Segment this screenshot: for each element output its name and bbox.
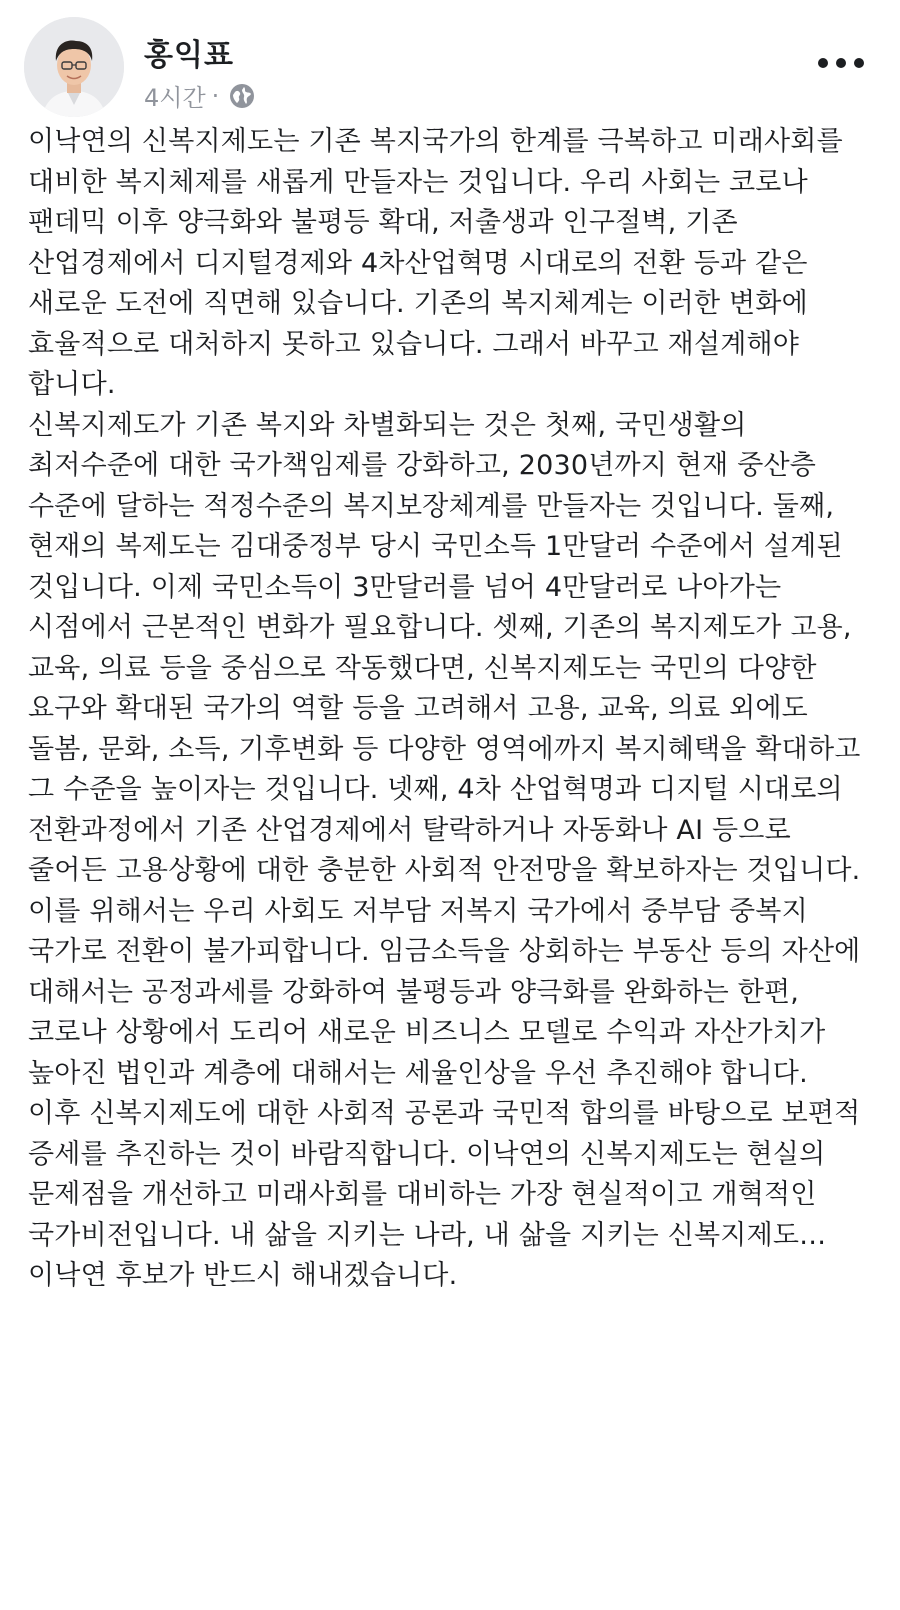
post-paragraph: 이낙연의 신복지제도는 기존 복지국가의 한계를 극복하고 미래사회를 대비한 복지체제를 새롭게 만들자는 것입니다. 우리 사회는 코로나 팬데믹 이후 양극화와 불평등 확대, 저출생과 인구절벽, 기존 산업경제에서 디지털경제와 4차산업혁명 시대로의 전환 등과 같은 새로운 도전에 직면해 있습니다. 기존의 복지체계는 이러한 변화에 효율적으로 대처하지 못하고 있습니다. 그래서 바꾸고 재설계해야 합니다.	[28, 126, 843, 400]
meta-separator: ·	[211, 81, 220, 110]
avatar[interactable]	[24, 17, 124, 117]
post-body	[28, 122, 864, 1297]
more-dot	[836, 58, 846, 68]
post-header	[0, 0, 900, 140]
post-time[interactable]: 4시간	[144, 84, 206, 112]
profile-photo	[24, 17, 124, 117]
post-paragraph: 신복지제도가 기존 복지와 차별화되는 것은 첫째, 국민생활의 최저수준에 대한 국가책임제를 강화하고, 2030년까지 현재 중산층 수준에 달하는 적정수준의 복지보장체계를 만들자는 것입니다. 둘째, 현재의 복제도는 김대중정부 당시 국민소득 1만달러 수준에서 설계된 것입니다. 이제 국민소득이 3만달러를 넘어 4만달러로 나아가는 시점에서 근본적인 변화가 필요합니다. 셋째, 기존의 복지제도가 고용, 교육, 의료 등을 중심으로 작동했다면, 신복지제도는 국민의 다양한 요구와 확대된 국가의 역할 등을 고려해서 고용, 교육, 의료 외에도 돌봄, 문화, 소득, 기후변화 등 다양한 영역에까지 복지혜택을 확대하고 그 수준을 높이자는 것입니다. 넷째, 4차 산업혁명과 디지털 시대로의 전환과정에서 기존 산업경제에서 탈락하거나 자동화나 AI 등으로 줄어든 고용상황에 대한 충분한 사회적 안전망을 확보하자는 것입니다.	[28, 409, 861, 886]
post-paragraph: 이를 위해서는 우리 사회도 저부담 저복지 국가에서 중부담 중복지 국가로 전환이 불가피합니다. 임금소득을 상회하는 부동산 등의 자산에 대해서는 공정과세를 강화하여 불평등과 양극화를 완화하는 한편, 코로나 상황에서 도리어 새로운 비즈니스 모델로 수익과 자산가치가 높아진 법인과 계층에 대해서는 세율인상을 우선 추진해야 합니다. 이후 신복지제도에 대한 사회적 공론과 국민적 합의를 바탕으로 보편적 증세를 추진하는 것이 바람직합니다. 이낙연의 신복지제도는 현실의 문제점을 개선하고 미래사회를 대비하는 가장 현실적이고 개혁적인 국가비전입니다. 내 삶을 지키는 나라, 내 삶을 지키는 신복지제도…이낙연 후보가 반드시 해내겠습니다.	[28, 895, 861, 1291]
globe-icon[interactable]	[229, 83, 255, 109]
more-options-button[interactable]	[818, 50, 864, 76]
more-dot	[818, 58, 828, 68]
author-name[interactable]: 홍익표	[144, 38, 234, 73]
more-dot	[854, 58, 864, 68]
post-meta	[144, 78, 255, 113]
